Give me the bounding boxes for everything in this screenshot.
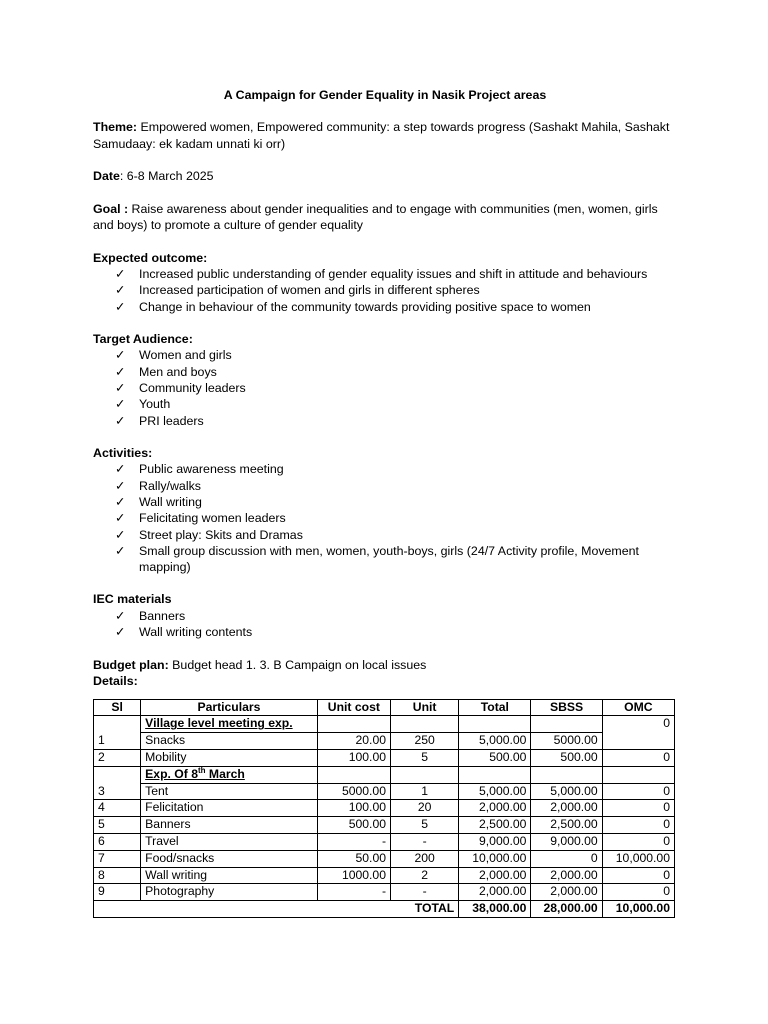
theme-paragraph [93, 119, 677, 152]
table-cell: 2,500.00 [459, 817, 531, 834]
list-item [93, 527, 677, 543]
table-section-row [94, 766, 675, 783]
list-item [93, 624, 677, 640]
table-cell: 200 [391, 850, 459, 867]
table-cell: 2 [94, 749, 141, 766]
table-row [94, 817, 675, 834]
goal-label: Goal : [93, 201, 129, 216]
theme-label: Theme: [93, 120, 138, 134]
table-cell: 0 [602, 817, 674, 834]
check-icon: ✓ [115, 413, 126, 428]
table-cell: 2,000.00 [459, 867, 531, 884]
total-label: TOTAL [94, 901, 459, 918]
date-label: Date [93, 169, 120, 183]
list-item [93, 266, 677, 282]
table-cell: 0 [602, 716, 674, 750]
list-item [93, 608, 677, 624]
iec-materials-heading: IEC materials [93, 592, 172, 607]
table-row [94, 800, 675, 817]
check-icon: ✓ [115, 608, 126, 623]
total-cell: 38,000.00 [459, 901, 531, 918]
table-cell: 500.00 [317, 817, 390, 834]
list-item-text: Women and girls [139, 348, 232, 363]
table-cell: Photography [141, 884, 318, 901]
list-item-text: Change in behaviour of the community towards providing positive space to women [139, 299, 591, 314]
table-cell: 100.00 [317, 800, 390, 817]
list-item [93, 494, 677, 510]
check-icon: ✓ [115, 527, 126, 542]
table-cell: 250 [391, 733, 459, 750]
budget-table [93, 699, 675, 918]
table-cell: 20 [391, 800, 459, 817]
table-cell: Banners [141, 817, 318, 834]
column-header: SBSS [531, 699, 602, 716]
budget-plan-label: Budget plan: [93, 657, 169, 672]
table-cell: 0 [602, 749, 674, 766]
table-cell: - [317, 884, 390, 901]
check-icon: ✓ [115, 380, 126, 395]
table-cell: 20.00 [317, 733, 390, 750]
table-cell: Tent [141, 783, 318, 800]
table-cell: 0 [602, 884, 674, 901]
table-cell: 2 [391, 867, 459, 884]
table-cell: 5,000.00 [531, 783, 602, 800]
table-cell: - [317, 833, 390, 850]
check-icon: ✓ [115, 397, 126, 412]
table-cell: 50.00 [317, 850, 390, 867]
table-cell: 10,000.00 [459, 850, 531, 867]
table-cell: 6 [94, 833, 141, 850]
table-cell: 2,500.00 [531, 817, 602, 834]
table-row [94, 884, 675, 901]
list-item [93, 510, 677, 526]
table-header-row [94, 699, 675, 716]
document-page [93, 86, 677, 918]
check-icon: ✓ [115, 494, 126, 509]
check-icon: ✓ [115, 625, 126, 640]
table-cell: 5000.00 [531, 733, 602, 750]
list-item-text: Banners [139, 608, 186, 623]
details-heading: Details: [93, 674, 138, 689]
check-icon: ✓ [115, 283, 126, 298]
table-cell: - [391, 884, 459, 901]
table-cell: Snacks [141, 733, 318, 750]
list-item-text: Rally/walks [139, 478, 201, 493]
expected-outcome-list [93, 266, 677, 315]
table-cell: 2,000.00 [459, 800, 531, 817]
column-header: OMC [602, 699, 674, 716]
table-cell [391, 716, 459, 733]
section-title [141, 766, 318, 783]
column-header: Unit cost [317, 699, 390, 716]
section-title-part: Exp. Of 8 [145, 766, 198, 781]
list-item [93, 364, 677, 380]
check-icon: ✓ [115, 478, 126, 493]
list-item-text: Public awareness meeting [139, 462, 284, 477]
table-cell: 9,000.00 [531, 833, 602, 850]
table-cell: 3 [94, 766, 141, 800]
section-title-sup: th [197, 765, 206, 775]
table-cell: 1000.00 [317, 867, 390, 884]
list-item-text: Felicitating women leaders [139, 511, 286, 526]
table-cell [459, 766, 531, 783]
table-cell: 5 [391, 817, 459, 834]
budget-plan-text: Budget head 1. 3. B Campaign on local issues [168, 657, 427, 672]
list-item-text: Wall writing [139, 494, 202, 509]
list-item [93, 396, 677, 412]
theme-text: Empowered women, Empowered community: a step towards progress (Sashakt Mahila, Sashakt Samudaay: ek kadam unnati ki orr) [93, 120, 670, 151]
table-cell: 5000.00 [317, 783, 390, 800]
table-cell: 10,000.00 [602, 850, 674, 867]
table-cell: - [391, 833, 459, 850]
section-title-part: March [205, 766, 245, 781]
table-cell [531, 716, 602, 733]
table-cell: 0 [602, 867, 674, 884]
table-cell: Travel [141, 833, 318, 850]
table-cell: 0 [531, 850, 602, 867]
table-cell: Felicitation [141, 800, 318, 817]
list-item-text: Small group discussion with men, women, youth-boys, girls (24/7 Activity profile, Movement mapping) [139, 543, 639, 575]
table-cell: 8 [94, 867, 141, 884]
table-cell: 500.00 [531, 749, 602, 766]
table-cell [459, 716, 531, 733]
table-row [94, 867, 675, 884]
total-cell: 10,000.00 [602, 901, 674, 918]
table-row [94, 749, 675, 766]
column-header: Unit [391, 699, 459, 716]
table-cell: 500.00 [459, 749, 531, 766]
table-cell: Mobility [141, 749, 318, 766]
total-cell: 28,000.00 [531, 901, 602, 918]
table-cell: 2,000.00 [459, 884, 531, 901]
budget-plan-paragraph [93, 657, 677, 674]
iec-materials-list [93, 608, 677, 641]
table-row [94, 833, 675, 850]
table-cell: Food/snacks [141, 850, 318, 867]
expected-outcome-heading: Expected outcome: [93, 250, 208, 265]
activities-list [93, 461, 677, 575]
target-audience-list [93, 347, 677, 428]
table-cell [317, 766, 390, 783]
list-item [93, 282, 677, 298]
list-item [93, 299, 677, 315]
table-cell: 0 [602, 783, 674, 800]
table-row [94, 850, 675, 867]
list-item [93, 413, 677, 429]
check-icon: ✓ [115, 364, 126, 379]
table-cell: 5,000.00 [459, 733, 531, 750]
check-icon: ✓ [115, 462, 126, 477]
table-total-row [94, 901, 675, 918]
list-item [93, 461, 677, 477]
list-item-text: Men and boys [139, 364, 217, 379]
check-icon: ✓ [115, 299, 126, 314]
date-paragraph [93, 168, 677, 185]
check-icon: ✓ [115, 348, 126, 363]
list-item-text: Increased participation of women and girls in different spheres [139, 283, 480, 298]
goal-paragraph [93, 201, 677, 234]
list-item [93, 380, 677, 396]
table-cell [317, 716, 390, 733]
table-cell: 100.00 [317, 749, 390, 766]
table-cell: 0 [602, 833, 674, 850]
table-row [94, 733, 675, 750]
table-cell: 2,000.00 [531, 800, 602, 817]
list-item-text: Community leaders [139, 380, 246, 395]
check-icon: ✓ [115, 511, 126, 526]
table-cell: 1 [94, 716, 141, 750]
activities-heading: Activities: [93, 445, 153, 460]
table-cell: 7 [94, 850, 141, 867]
column-header: Sl [94, 699, 141, 716]
table-cell: 5,000.00 [459, 783, 531, 800]
column-header: Particulars [141, 699, 318, 716]
list-item [93, 543, 677, 576]
section-title-text: Village level meeting exp. [145, 716, 293, 731]
list-item-text: Youth [139, 397, 171, 412]
table-cell: 5 [391, 749, 459, 766]
list-item [93, 347, 677, 363]
table-cell: Wall writing [141, 867, 318, 884]
list-item-text: Increased public understanding of gender equality issues and shift in attitude and behaviours [139, 267, 648, 281]
target-audience-heading: Target Audience: [93, 331, 193, 346]
table-row [94, 783, 675, 800]
table-cell: 2,000.00 [531, 884, 602, 901]
check-icon: ✓ [115, 267, 126, 281]
document-title: A Campaign for Gender Equality in Nasik Project areas [223, 88, 547, 102]
section-title-text [145, 767, 245, 781]
table-cell [602, 766, 674, 783]
table-cell: 9 [94, 884, 141, 901]
table-cell: 9,000.00 [459, 833, 531, 850]
list-item-text: PRI leaders [139, 413, 204, 428]
date-text: : 6-8 March 2025 [119, 169, 214, 183]
list-item-text: Wall writing contents [139, 625, 253, 640]
table-cell: 5 [94, 817, 141, 834]
check-icon: ✓ [115, 543, 126, 558]
table-cell: 4 [94, 800, 141, 817]
list-item [93, 478, 677, 494]
column-header: Total [459, 699, 531, 716]
table-section-row [94, 716, 675, 733]
table-cell: 2,000.00 [531, 867, 602, 884]
list-item-text: Street play: Skits and Dramas [139, 527, 303, 542]
table-cell [391, 766, 459, 783]
goal-text: Raise awareness about gender inequalities and to engage with communities (men, women, girls and boys) to promote a culture of gender equality [93, 201, 658, 232]
table-cell [531, 766, 602, 783]
table-cell: 1 [391, 783, 459, 800]
table-cell: 0 [602, 800, 674, 817]
section-title [141, 716, 318, 733]
